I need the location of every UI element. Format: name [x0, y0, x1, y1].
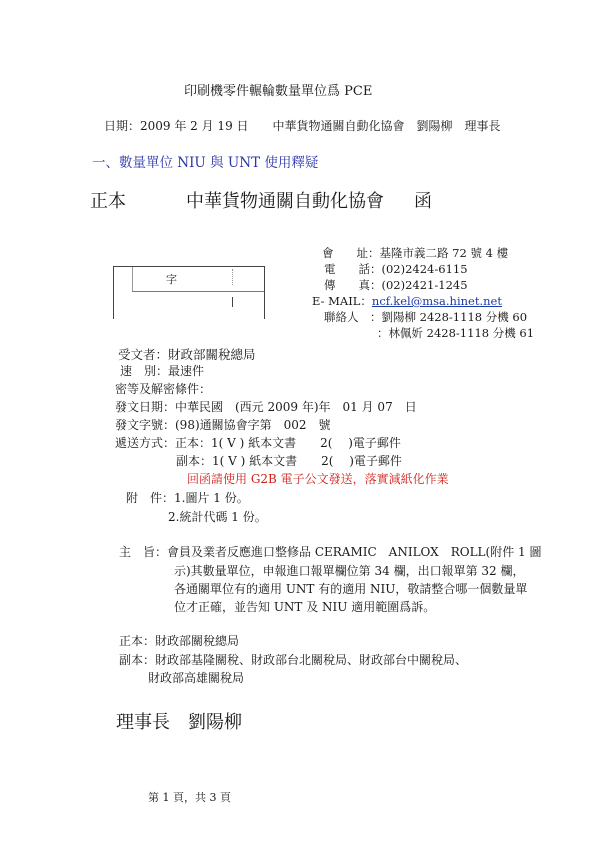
- contact-person-2: ：林佩妡 2428-1118 分機 61: [377, 326, 535, 340]
- letterhead: [90, 187, 432, 213]
- delivery-main: 遞送方式：正本：1( V ) 紙本文書 2( )電子郵件: [115, 436, 401, 450]
- cc-main: 正本：財政部關稅總局: [119, 634, 240, 648]
- subject-line-4: 位才正確，並告知 UNT 及 NIU 適用範圍爲訴。: [174, 600, 436, 614]
- contact-person: [324, 309, 527, 325]
- issue-date: 發文日期：中華民國 (西元 2009 年)年 01 月 07 日: [115, 400, 417, 414]
- contact-fax: [324, 277, 468, 293]
- contact-email: [312, 293, 502, 309]
- secrecy: 密等及解密條件：: [115, 382, 212, 396]
- email-label: E- MAIL：: [312, 294, 372, 308]
- contact-address: [322, 245, 508, 261]
- recipient: 受文者：財政部關稅總局: [118, 347, 256, 362]
- signature-title: 理事長: [116, 712, 170, 733]
- date-line: 日期：2009 年 2 月 19 日 中華貨物通關自動化協會 劉陽柳 理事長: [104, 119, 501, 133]
- subject-line-3: 各通關單位有的適用 UNT 有的適用 NIU，敬請整合哪一個數量單: [174, 582, 528, 596]
- email-link[interactable]: ncf.kel@msa.hinet.net: [371, 294, 502, 308]
- fax-label: 傳 真：: [324, 278, 382, 292]
- signature: [116, 708, 242, 734]
- cc-copy-2: 財政部高雄關稅局: [148, 671, 245, 685]
- address-label: 會 址：: [322, 246, 380, 260]
- g2b-notice: 回函請使用 G2B 電子公文發送，落實減紙化作業: [187, 472, 449, 486]
- contact-person-1: 劉陽柳 2428-1118 分機 60: [381, 310, 528, 324]
- address-value: 基隆市義二路 72 號 4 樓: [379, 246, 509, 260]
- speed: 速 別：最速件: [120, 364, 205, 378]
- delivery-copy: 副本：1( V ) 紙本文書 2( )電子郵件: [176, 454, 402, 468]
- contact-person-label: 聯絡人 ：: [324, 310, 382, 324]
- letterhead-org: 中華貨物通關自動化協會: [186, 191, 384, 212]
- cc-copy: 副本：財政部基隆關稅、財政部台北關稅局、財政部台中關稅局、: [119, 653, 468, 667]
- signature-name: 劉陽柳: [188, 712, 242, 733]
- subject-line-1: 主 旨：會員及業者反應進口整修品 CERAMIC ANILOX ROLL(附件 1 圖: [119, 545, 542, 559]
- section-heading: 一、數量單位 NIU 與 UNT 使用釋疑: [92, 155, 319, 171]
- stamp-char: 字: [166, 273, 177, 286]
- attachment-1: 附 件：1.圖片 1 份。: [126, 491, 249, 505]
- letterhead-copy-type: 正本: [90, 191, 126, 212]
- subject-line-2: 示)其數量單位，申報進口報單欄位第 34 欄，出口報單第 32 欄，: [174, 564, 525, 578]
- page-footer: 第 1 頁，共 3 頁: [148, 791, 231, 804]
- document-title: 印刷機零件輾輪數量單位爲 PCE: [184, 84, 373, 99]
- issue-number: 發文字號：(98)通關協會字第 002 號: [115, 418, 331, 432]
- phone-value: (02)2424-6115: [381, 262, 468, 276]
- stamp-box: [113, 266, 265, 319]
- fax-value: (02)2421-1245: [381, 278, 468, 292]
- contact-phone: [324, 261, 468, 277]
- attachment-2: 2.統計代碼 1 份。: [168, 510, 267, 524]
- phone-label: 電 話：: [324, 262, 382, 276]
- letterhead-doc-kind: 函: [414, 191, 432, 212]
